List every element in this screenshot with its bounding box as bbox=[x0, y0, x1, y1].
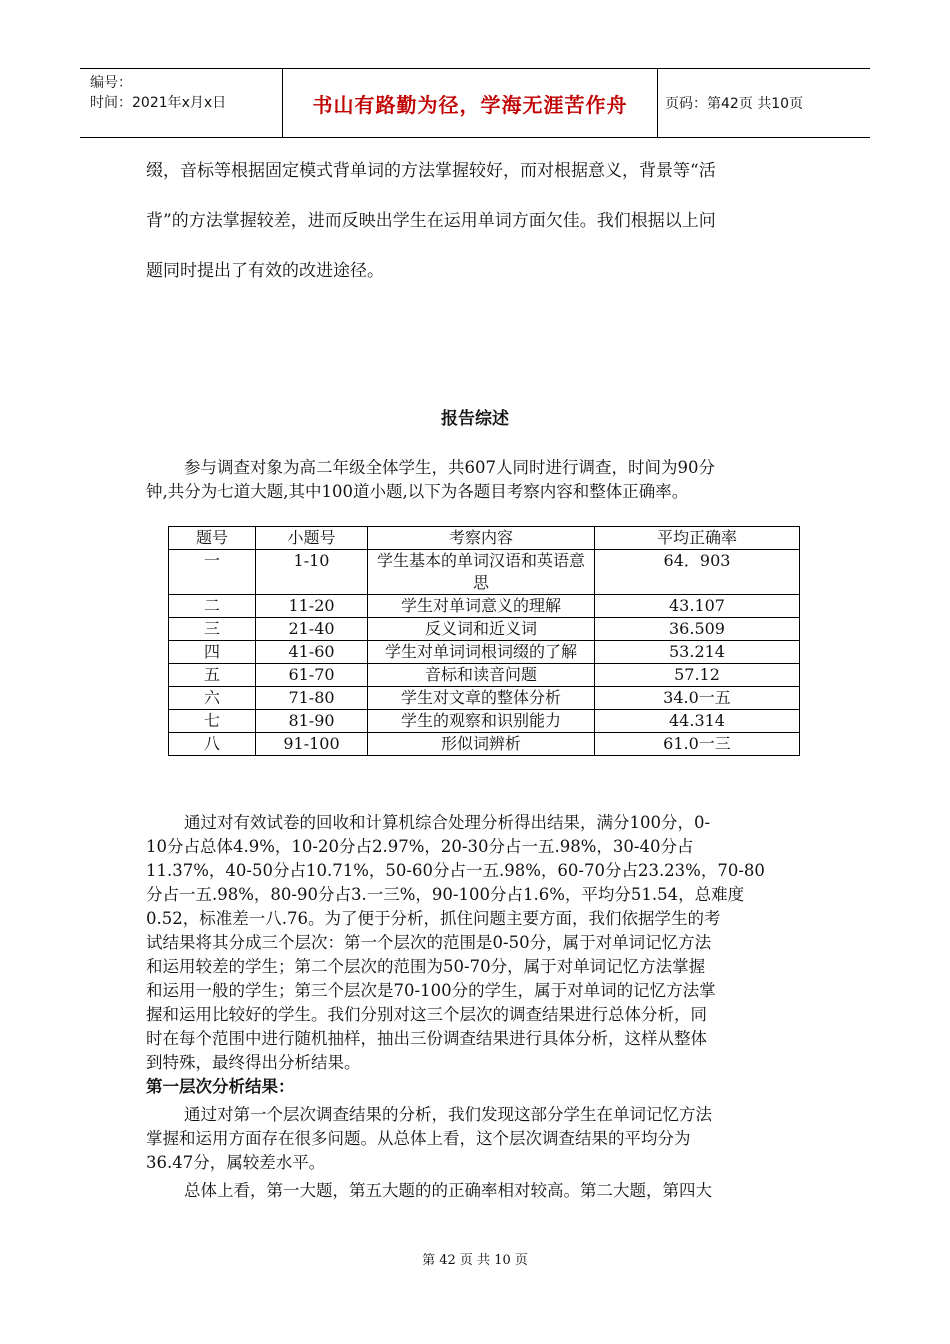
table-header-row bbox=[169, 527, 800, 550]
cell-rate: 44.314 bbox=[595, 710, 800, 733]
para-line: 0.52，标准差一八.76。为了便于分析，抓住问题主要方面，我们依据学生的考 bbox=[146, 909, 721, 928]
para-line: 36.47分，属较差水平。 bbox=[146, 1153, 326, 1172]
para-line: 参与调查对象为高二年级全体学生，共607人同时进行调查，时间为90分 bbox=[184, 458, 715, 477]
cell-no: 五 bbox=[169, 664, 256, 687]
cell-no: 八 bbox=[169, 733, 256, 756]
table-row bbox=[169, 641, 800, 664]
cell-rate: 61.0一三 bbox=[595, 733, 800, 756]
para-line: 通过对有效试卷的回收和计算机综合处理分析得出结果，满分100分，0- bbox=[184, 813, 711, 832]
para-line: 通过对第一个层次调查结果的分析，我们发现这部分学生在单词记忆方法 bbox=[184, 1105, 712, 1124]
cell-no: 三 bbox=[169, 618, 256, 641]
cell-no: 四 bbox=[169, 641, 256, 664]
motto: 书山有路勤为径，学海无涯苦作舟 bbox=[312, 92, 628, 117]
table-row bbox=[169, 733, 800, 756]
para-line: 试结果将其分成三个层次：第一个层次的范围是0-50分，属于对单词记忆方法 bbox=[146, 933, 712, 952]
cell-rate: 36.509 bbox=[595, 618, 800, 641]
intro-line: 题同时提出了有效的改进途径。 bbox=[146, 261, 384, 281]
survey-table bbox=[168, 526, 800, 756]
cell-range: 21-40 bbox=[256, 618, 368, 641]
time-label: 时间：2021年x月x日 bbox=[90, 95, 227, 111]
cell-content: 学生对单词词根词缀的了解 bbox=[368, 641, 595, 664]
para-line: 分占一五.98%，80-90分占3.一三%，90-100分占1.6%，平均分51.54，总难度 bbox=[146, 885, 745, 904]
cell-content: 学生对单词意义的理解 bbox=[368, 595, 595, 618]
cell-rate: 53.214 bbox=[595, 641, 800, 664]
table-row bbox=[169, 664, 800, 687]
table-row bbox=[169, 618, 800, 641]
cell-range: 1-10 bbox=[256, 550, 368, 595]
cell-content: 学生的观察和识别能力 bbox=[368, 710, 595, 733]
cell-range: 91-100 bbox=[256, 733, 368, 756]
cell-range: 81-90 bbox=[256, 710, 368, 733]
intro-line: 背”的方法掌握较差，进而反映出学生在运用单词方面欠佳。我们根据以上问 bbox=[146, 211, 716, 231]
table-row bbox=[169, 687, 800, 710]
para-line: 钟,共分为七道大题,其中100道小题,以下为各题目考察内容和整体正确率。 bbox=[146, 482, 689, 501]
cell-content: 音标和读音问题 bbox=[368, 664, 595, 687]
table-row bbox=[169, 595, 800, 618]
cell-content: 反义词和近义词 bbox=[368, 618, 595, 641]
para-line: 到特殊，最终得出分析结果。 bbox=[146, 1053, 361, 1072]
number-label: 编号： bbox=[90, 75, 132, 91]
cell-no: 一 bbox=[169, 550, 256, 595]
cell-no: 二 bbox=[169, 595, 256, 618]
para-line: 11.37%，40-50分占10.71%，50-60分占一五.98%，60-70分占23.23%，70-80 bbox=[146, 861, 765, 880]
para-line: 掌握和运用方面存在很多问题。从总体上看，这个层次调查结果的平均分为 bbox=[146, 1129, 691, 1148]
para-line: 时在每个范围中进行随机抽样，抽出三份调查结果进行具体分析，这样从整体 bbox=[146, 1029, 707, 1048]
cell-content: 学生对文章的整体分析 bbox=[368, 687, 595, 710]
cell-rate: 34.0一五 bbox=[595, 687, 800, 710]
cell-content: 学生基本的单词汉语和英语意思 bbox=[368, 550, 595, 595]
header-cell: 小题号 bbox=[256, 527, 368, 550]
cell-rate: 43.107 bbox=[595, 595, 800, 618]
header-divider bbox=[657, 69, 658, 137]
para-line: 和运用较差的学生；第二个层次的范围为50-70分，属于对单词记忆方法掌握 bbox=[146, 957, 706, 976]
cell-rate: 64．903 bbox=[595, 550, 800, 595]
cell-range: 11-20 bbox=[256, 595, 368, 618]
cell-content: 形似词辨析 bbox=[368, 733, 595, 756]
intro-line: 缀，音标等根据固定模式背单词的方法掌握较好，而对根据意义，背景等“活 bbox=[146, 161, 716, 181]
cell-no: 七 bbox=[169, 710, 256, 733]
header-cell: 平均正确率 bbox=[595, 527, 800, 550]
cell-range: 61-70 bbox=[256, 664, 368, 687]
cell-no: 六 bbox=[169, 687, 256, 710]
para-line: 10分占总体4.9%，10-20分占2.97%，20-30分占一五.98%，30-40分占 bbox=[146, 837, 694, 856]
para-line: 总体上看，第一大题，第五大题的的正确率相对较高。第二大题，第四大 bbox=[184, 1181, 712, 1200]
cell-rate: 57.12 bbox=[595, 664, 800, 687]
para-line: 握和运用比较好的学生。我们分别对这三个层次的调查结果进行总体分析，同 bbox=[146, 1005, 707, 1024]
header-meta bbox=[90, 73, 226, 113]
page-header bbox=[80, 68, 870, 138]
table-row bbox=[169, 550, 800, 595]
cell-range: 41-60 bbox=[256, 641, 368, 664]
para-line: 和运用一般的学生；第三个层次是70-100分的学生，属于对单词的记忆方法掌 bbox=[146, 981, 716, 1000]
cell-range: 71-80 bbox=[256, 687, 368, 710]
page-info: 页码：第42页 共10页 bbox=[665, 96, 804, 112]
report-title: 报告综述 bbox=[441, 409, 509, 429]
page-footer: 第 42 页 共 10 页 bbox=[422, 1253, 528, 1268]
header-cell: 考察内容 bbox=[368, 527, 595, 550]
header-cell: 题号 bbox=[169, 527, 256, 550]
table-row bbox=[169, 710, 800, 733]
section-heading: 第一层次分析结果： bbox=[146, 1077, 295, 1096]
